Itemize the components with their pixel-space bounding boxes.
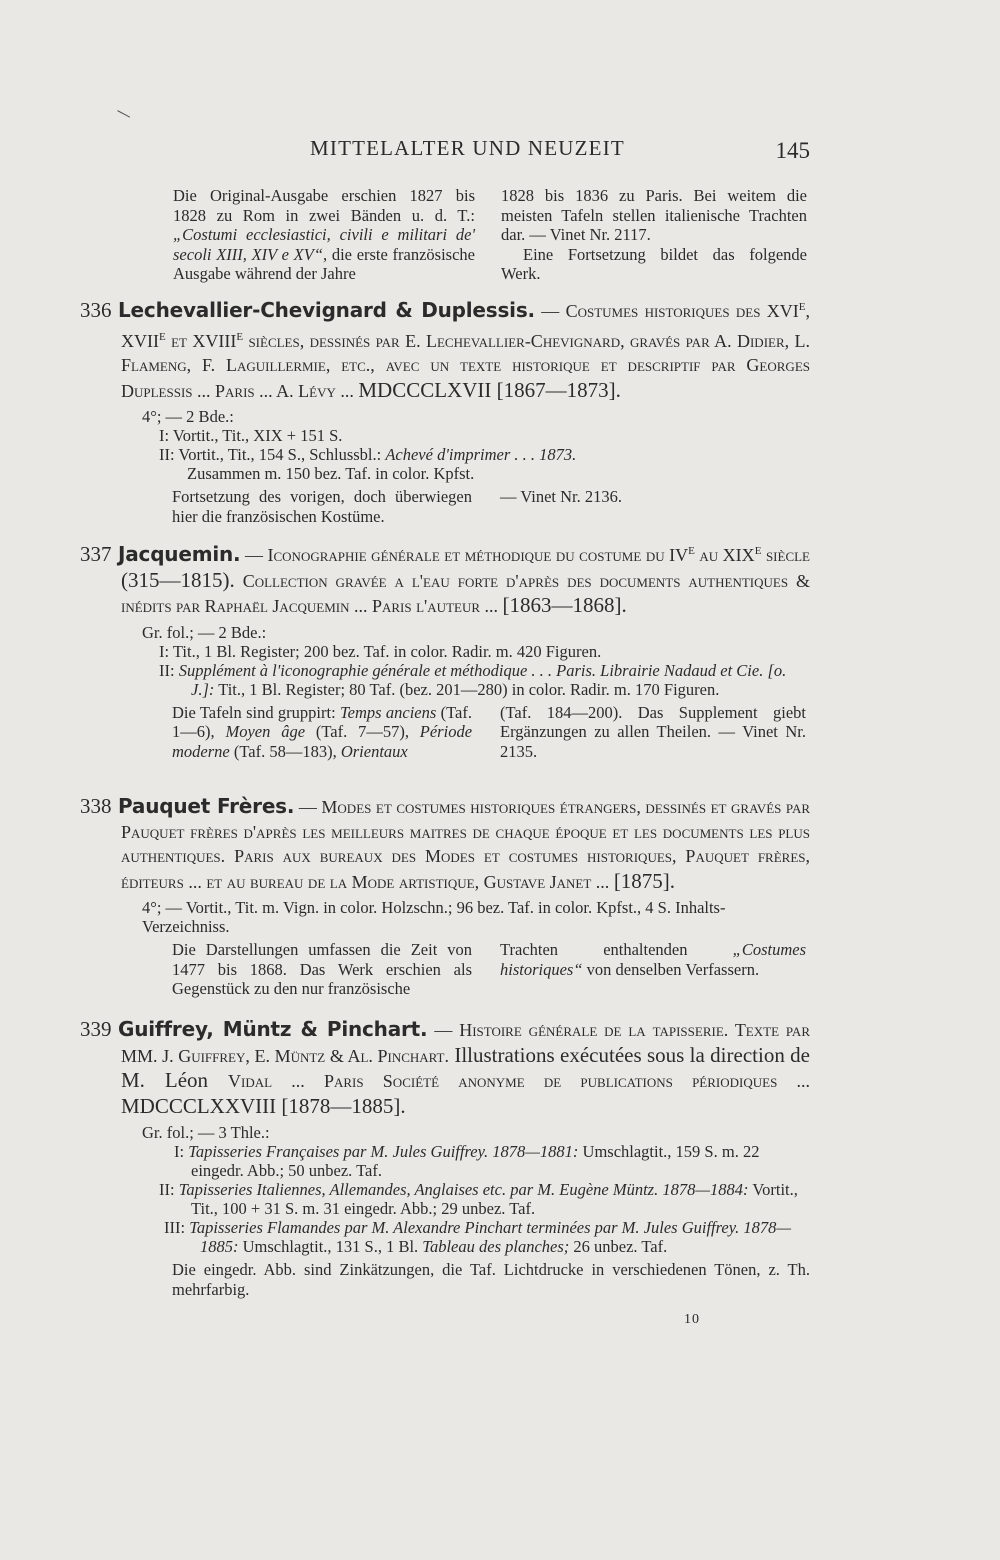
entry-note bbox=[172, 487, 806, 526]
intro-right-note: Eine Fortsetzung bildet das folgende Werk. bbox=[501, 244, 807, 283]
entry-title-plain: Illustrations exécutées sous la direction de M. Léon bbox=[121, 1042, 810, 1092]
volume-2-text: Tit., 1 Bl. Register; 80 Taf. (bez. 201—280) in color. Radir. m. 170 Figuren. bbox=[214, 679, 720, 699]
volume-2 bbox=[142, 661, 810, 699]
entry-title-cont: , XVII bbox=[121, 301, 811, 351]
volume-1: I: Tit., 1 Bl. Register; 200 bez. Taf. in color. Radir. m. 420 Figuren. bbox=[159, 641, 602, 661]
entry-author: Guiffrey, Müntz & Pinchart. bbox=[118, 1017, 428, 1041]
page-header bbox=[110, 136, 810, 168]
sheet-signature: 10 bbox=[684, 1312, 700, 1327]
volume-1: I: Vortit., Tit., XIX + 151 S. bbox=[159, 426, 343, 445]
volume-2-italic: Supplément à l'iconographie générale et méthodique . . . Paris. Librairie Nadaud et Cie. [o. J.]: bbox=[178, 660, 787, 699]
volume-label: III: bbox=[164, 1218, 190, 1237]
volume-3 bbox=[142, 1218, 810, 1256]
superscript: e bbox=[798, 298, 806, 314]
note-text: von denselben Verfassern. bbox=[582, 959, 760, 979]
entry-author: Jacquemin. bbox=[118, 542, 241, 566]
dash: — bbox=[427, 1020, 460, 1040]
page-number: 145 bbox=[775, 138, 810, 163]
note-left: Fortsetzung des vorigen, doch überwiegen hier die französischen Kostüme. bbox=[172, 487, 472, 526]
entry-number: 336 bbox=[80, 298, 112, 322]
volume-text: 26 unbez. Taf. bbox=[569, 1237, 668, 1256]
entry-title-cont: siècles, dessinés par E. Lechevallier-Chevignard, gravés par A. Didier, L. Flameng, F. Laguillermie, etc., avec un texte historique et descriptif par Georges Duplessis ... Paris ... A. Lévy ... bbox=[121, 330, 811, 401]
intro-text-end: , die erste französische Ausgabe während der Jahre bbox=[173, 244, 475, 283]
entry-author: Pauquet Frères. bbox=[118, 794, 295, 818]
format-line: Gr. fol.; — 2 Bde.: bbox=[142, 622, 267, 642]
intro-continuation bbox=[173, 186, 807, 284]
entry-number: 338 bbox=[80, 794, 112, 818]
entry-title-cont: siècle bbox=[761, 545, 810, 565]
intro-right-text: 1828 bis 1836 zu Paris. Bei weitem die meisten Tafeln stellen italienische Trachten dar. — Vinet Nr. 2117. bbox=[501, 186, 807, 244]
entry-338 bbox=[80, 794, 810, 999]
total-line: Zusammen m. 150 bez. Taf. in color. Kpfst. bbox=[187, 464, 475, 483]
entry-heading bbox=[80, 1017, 810, 1119]
collation bbox=[142, 898, 810, 936]
entry-date: MDCCCLXXVIII [1878—1885]. bbox=[121, 1093, 406, 1118]
volume-italic: Tapisseries Flamandes par M. Alexandre Pinchart terminées par M. Jules Guiffrey. 1878—1885: bbox=[189, 1218, 792, 1256]
entry-336 bbox=[80, 294, 810, 526]
volume-2 bbox=[142, 445, 810, 464]
intro-italic-title: „Costumi ecclesiastici, civili e militari de' secoli XIII, XIV e XV“ bbox=[173, 225, 475, 264]
note-italic: Orientaux bbox=[340, 741, 408, 761]
entry-339 bbox=[80, 1017, 810, 1299]
note-text: (Taf. 1—6), bbox=[172, 702, 472, 741]
entry-date: [1875]. bbox=[613, 868, 676, 893]
running-title: MITTELALTER UND NEUZEIT bbox=[310, 136, 625, 160]
entry-title: Costumes historiques des XVI bbox=[565, 301, 799, 321]
format-line: 4°; — 2 Bde.: bbox=[142, 407, 234, 426]
volume-2-label: II: bbox=[159, 660, 179, 680]
note-left: Die Darstellungen umfassen die Zeit von 1477 bis 1868. Das Werk erschien als Gegenstück zu den nur französische bbox=[172, 940, 472, 998]
volume-text: Umschlagtit., 131 S., 1 Bl. bbox=[238, 1237, 423, 1256]
entry-heading bbox=[80, 538, 810, 619]
entry-title-cont: Vidal ... Paris Société anonyme de publications périodiques ... bbox=[228, 1071, 811, 1091]
volume-2-text: II: Vortit., Tit., 154 S., Schlussbl.: bbox=[159, 445, 386, 464]
note-right: — Vinet Nr. 2136. bbox=[500, 487, 622, 506]
note-italic: Moyen âge bbox=[225, 722, 306, 741]
note-right: (Taf. 184—200). Das Supplement giebt Ergänzungen zu allen Theilen. — Vinet Nr. 2135. bbox=[500, 702, 806, 761]
dash: — bbox=[240, 545, 268, 565]
entry-337 bbox=[80, 538, 810, 761]
intro-left-column bbox=[173, 186, 475, 284]
superscript: e bbox=[688, 542, 695, 558]
entry-note bbox=[172, 940, 806, 999]
superscript: e bbox=[236, 327, 244, 344]
entry-title: Iconographie générale et méthodique du costume du IV bbox=[267, 545, 689, 565]
entry-date: [1863—1868]. bbox=[502, 593, 627, 617]
note-italic: Période moderne bbox=[172, 722, 473, 761]
collation bbox=[142, 623, 810, 699]
format-line: 4°; — Vortit., Tit. m. Vign. in color. Holzschn.; 96 bez. Taf. in color. Kpfst., 4 S. Inhalts-Verzeichniss. bbox=[142, 898, 726, 936]
entry-number: 339 bbox=[80, 1017, 112, 1041]
collation bbox=[142, 407, 810, 483]
entry-title-cont: Collection gravée a l'eau forte d'après des documents authentiques & inédits par Raphaël Jacquemin ... Paris l'auteur ... bbox=[121, 570, 810, 616]
dash: — bbox=[534, 301, 566, 321]
volume-text: Umschlagtit., 159 S. m. 22 eingedr. Abb.; 50 unbez. Taf. bbox=[191, 1142, 760, 1180]
note-text: Die Tafeln sind gruppirt: bbox=[172, 702, 340, 722]
entry-number: 337 bbox=[80, 542, 112, 566]
dash: — bbox=[294, 797, 322, 817]
superscript: e bbox=[159, 327, 166, 344]
note-right bbox=[500, 940, 806, 979]
volume-text: Vortit., Tit., 100 + 31 S. m. 31 eingedr. Abb.; 29 unbez. Taf. bbox=[191, 1180, 798, 1218]
entry-title: Modes et costumes historiques étrangers, dessinés et gravés par Pauquet frères d'après les meilleurs maitres de chaque époque et les documents les plus authentiques. Paris aux bureaux des Modes et costumes historiques, Pauquet frères, éditeurs ... et au bureau de la Mode artistique, Gustave Janet ... bbox=[121, 797, 811, 892]
intro-text: Die Original-Ausgabe erschien 1827 bis 1828 zu Rom in zwei Bänden u. d. T.: bbox=[173, 186, 475, 225]
volume-italic: Tableau des planches; bbox=[422, 1237, 570, 1256]
volume-1 bbox=[142, 1142, 810, 1180]
entry-title: Histoire générale de la tapisserie. Texte par MM. J. Guiffrey, E. Müntz & Al. Pinchart. bbox=[121, 1020, 810, 1066]
collation bbox=[142, 1123, 810, 1256]
entry-title-cont: au XIX bbox=[694, 545, 755, 565]
note-text: Trachten enthaltenden bbox=[500, 940, 733, 959]
note-italic: Temps anciens bbox=[339, 702, 437, 722]
entry-note: Die eingedr. Abb. sind Zinkätzungen, die Taf. Lichtdrucke in verschiedenen Tönen, z. Th. mehrfarbig. bbox=[172, 1260, 810, 1299]
volume-italic: Tapisseries Italiennes, Allemandes, Anglaises etc. par M. Eugène Müntz. 1878—1884: bbox=[178, 1180, 749, 1199]
volume-2 bbox=[142, 1180, 810, 1218]
volume-italic: Tapisseries Françaises par M. Jules Guiffrey. 1878—1881: bbox=[188, 1142, 579, 1161]
note-italic: „Costumes historiques“ bbox=[500, 940, 806, 979]
superscript: e bbox=[754, 542, 762, 558]
note-left bbox=[172, 703, 472, 762]
entry-heading bbox=[80, 294, 810, 403]
stray-mark bbox=[117, 101, 135, 117]
volume-2-italic: Achevé d'imprimer . . . 1873. bbox=[385, 445, 577, 464]
format-line: Gr. fol.; — 3 Thle.: bbox=[142, 1123, 270, 1142]
entry-date-range: (315—1815). bbox=[121, 567, 235, 592]
entry-author: Lechevallier-Chevignard & Duplessis. bbox=[118, 298, 535, 322]
entry-date: MDCCCLXVII [1867—1873]. bbox=[358, 377, 621, 402]
note-text: (Taf. 58—183), bbox=[229, 741, 341, 761]
note-text: (Taf. 7—57), bbox=[305, 722, 420, 741]
entry-note bbox=[172, 703, 806, 762]
intro-right-column bbox=[501, 186, 807, 284]
entry-heading bbox=[80, 794, 810, 894]
volume-label: I: bbox=[174, 1142, 189, 1161]
entry-title-cont: et XVIII bbox=[165, 330, 237, 351]
volume-label: II: bbox=[159, 1180, 179, 1199]
